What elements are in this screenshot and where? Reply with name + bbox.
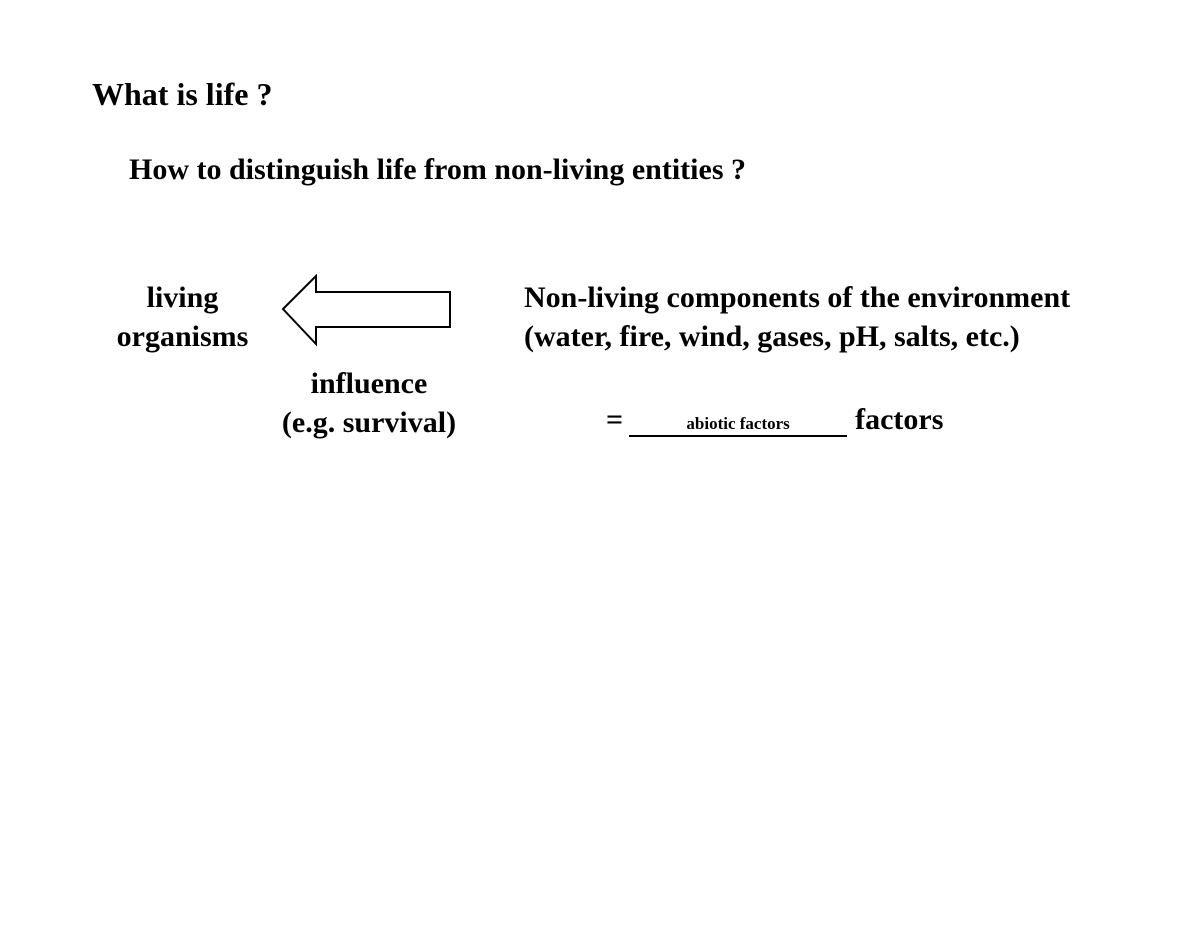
nonliving-components-text: [524, 278, 1070, 356]
living-line-1: living: [146, 281, 219, 314]
living-organisms-label: [100, 278, 265, 356]
nonliving-line-1: Non-living components of the environment: [524, 281, 1071, 314]
arrow-shape: [283, 276, 450, 344]
influence-line-2: (e.g. survival): [281, 406, 457, 439]
nonliving-line-2: (water, fire, wind, gases, pH, salts, etc.): [524, 320, 1020, 353]
factors-equation: [606, 400, 943, 439]
living-line-2: organisms: [116, 320, 249, 353]
influence-label: [260, 364, 478, 442]
slide-subtitle: How to distinguish life from non-living entities ?: [129, 153, 746, 186]
slide-title: What is life ?: [92, 76, 273, 112]
influence-line-1: influence: [310, 367, 428, 400]
equals-sign: =: [606, 403, 624, 436]
left-arrow-icon: [280, 274, 455, 350]
fill-in-blank-answer: abiotic factors: [629, 413, 847, 437]
factors-suffix: factors: [855, 403, 944, 436]
